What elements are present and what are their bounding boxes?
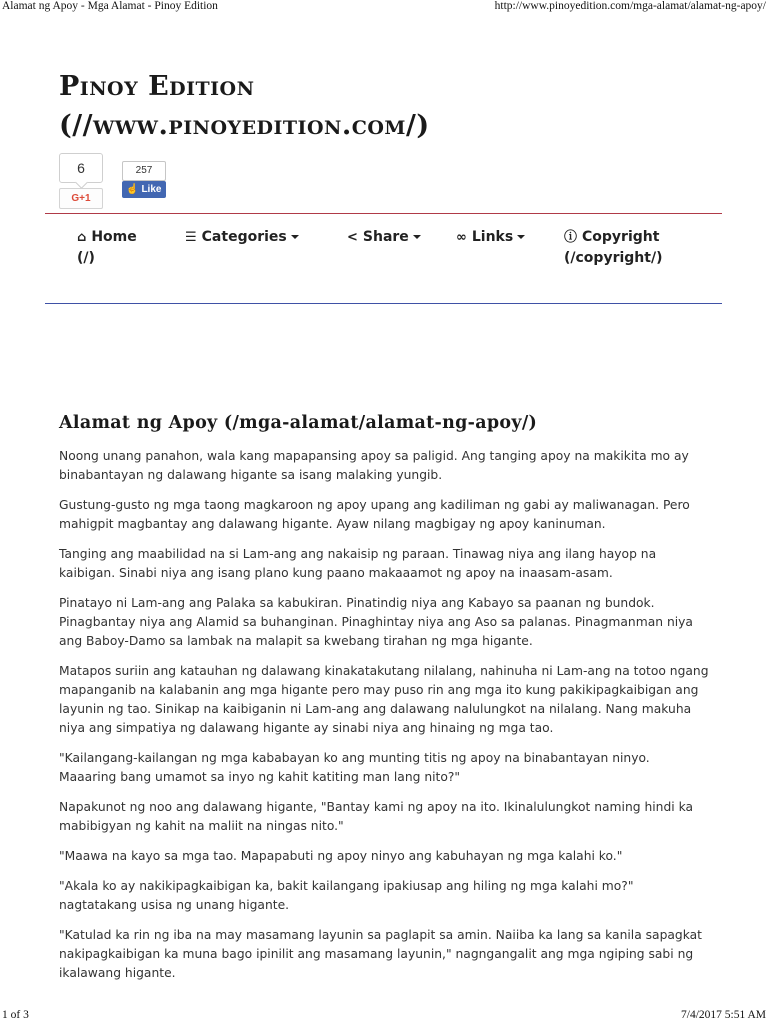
caret-down-icon bbox=[517, 235, 525, 239]
site-title: Pinoy Edition bbox=[59, 71, 255, 102]
nav-share-label: Share bbox=[362, 229, 409, 245]
site-url: (//www.pinoyedition.com/) bbox=[59, 110, 430, 141]
print-header bbox=[0, 0, 768, 14]
print-datetime: 7/4/2017 5:51 AM bbox=[681, 1009, 766, 1021]
link-icon: ∞ bbox=[456, 230, 467, 245]
nav-copyright-link: (/copyright/) bbox=[564, 250, 663, 266]
nav-copyright-label: Copyright bbox=[582, 229, 660, 245]
nav-item-categories[interactable] bbox=[185, 227, 299, 248]
article-paragraph: Matapos suriin ang katauhan ng dalawang kinakatakutang nilalang, nahinuha ni Lam-ang na totoo ngang mapanganib na kalabanin ang mga higante pero may puso rin ang mga ito kung pakikipagkaibigan ang layunin ng tao. Sinikap na kaibiganin ni Lam-ang ang dalawang nalulungkot na nilalang. Nang makuha niya ang simpatiya ng dalawang higante ay sinabi niya ang hinaing ng mga tao. bbox=[59, 664, 709, 735]
nav-item-home[interactable] bbox=[77, 227, 137, 269]
home-icon: ⌂ bbox=[77, 230, 87, 245]
nav-item-links[interactable] bbox=[456, 227, 525, 248]
article bbox=[59, 410, 709, 994]
print-page-number: 1 of 3 bbox=[2, 1009, 29, 1021]
article-paragraph: Pinatayo ni Lam-ang ang Palaka sa kabukiran. Pinatindig niya ang Kabayo sa paanan ng bundok. Pinagbantay niya ang Alamid sa buhanginan. Pinaghintay niya ang Aso sa palanas. Pinagmanman niya ang Baboy-Damo sa lambak na malapit sa kwebang tirahan ng mga higante. bbox=[59, 596, 693, 648]
fb-like-label: Like bbox=[141, 184, 162, 195]
fb-like-count: 257 bbox=[122, 161, 166, 181]
nav-links-label: Links bbox=[471, 229, 514, 245]
print-page-title: Alamat ng Apoy - Mga Alamat - Pinoy Edition bbox=[2, 0, 218, 12]
article-paragraph: "Akala ko ay nakikipagkaibigan ka, bakit kailangang ipakiusap ang hiling ng mga kalahi mo?" nagtatakang usisa ng unang higante. bbox=[59, 879, 634, 912]
nav-divider bbox=[45, 303, 722, 304]
article-paragraph: Noong unang panahon, wala kang mapapansing apoy sa paligid. Ang tanging apoy na makikita mo ay binabantayan ng dalawang higante sa isang malaking yungib. bbox=[59, 449, 689, 482]
article-paragraph: "Kailangang-kailangan ng mga kababayan ko ang munting titis ng apoy na binabantayan ninyo. Maaaring bang umamot sa inyo ng kahit katiting man lang nito?" bbox=[59, 751, 650, 784]
gplus-count: 6 bbox=[59, 153, 103, 183]
nav-home-link: (/) bbox=[77, 250, 95, 266]
caret-down-icon bbox=[413, 235, 421, 239]
article-paragraph: Tanging ang maabilidad na si Lam-ang ang nakaisip ng paraan. Tinawag niya ang ilang hayop na kaibigan. Sinabi niya ang isang plano kung paano makaaamot ng apoy na inaasam-asam. bbox=[59, 547, 657, 580]
print-footer bbox=[0, 1008, 768, 1024]
header-divider bbox=[45, 213, 722, 214]
thumbs-up-icon: ☝ bbox=[126, 184, 139, 195]
print-page-url: http://www.pinoyedition.com/mga-alamat/alamat-ng-apoy/ bbox=[494, 0, 766, 12]
share-icon: < bbox=[347, 230, 358, 245]
nav-item-share[interactable] bbox=[347, 227, 421, 248]
article-paragraph: "Katulad ka rin ng iba na may masamang layunin sa paglapit sa amin. Naiiba ka lang sa kanila sapagkat nakipagkaibigan ka muna bago ipinilit ang masamang layunin," nagngangalit ang mga ngiping sabi ng ikalawang higante. bbox=[59, 928, 703, 980]
list-icon: ☰ bbox=[185, 230, 197, 245]
caret-down-icon bbox=[291, 235, 299, 239]
nav-home-label: Home bbox=[91, 229, 137, 245]
site-title-link[interactable] bbox=[59, 67, 699, 145]
gplus-button[interactable]: G+1 bbox=[59, 188, 103, 209]
nav-categories-label: Categories bbox=[201, 229, 287, 245]
nav-item-copyright[interactable] bbox=[564, 227, 662, 269]
article-title[interactable]: Alamat ng Apoy (/mga-alamat/alamat-ng-apoy/) bbox=[59, 413, 538, 433]
article-paragraph: "Maawa na kayo sa mga tao. Mapapabuti ng apoy ninyo ang kabuhayan ng mga kalahi ko." bbox=[59, 849, 623, 863]
article-paragraph: Napakunot ng noo ang dalawang higante, "Bantay kami ng apoy na ito. Ikinalulungkot naming hindi ka mabibigyan ng kahit na maliit na ningas nito." bbox=[59, 800, 694, 833]
info-circle-icon: ⓘ bbox=[564, 230, 578, 245]
article-paragraph: Gustung-gusto ng mga taong magkaroon ng apoy upang ang kadiliman ng gabi ay maliwanagan. Pero mahigpit magbantay ang dalawang higante. Ayaw nilang magbigay ng apoy kaninuman. bbox=[59, 498, 690, 531]
fb-like-button[interactable] bbox=[122, 181, 166, 198]
